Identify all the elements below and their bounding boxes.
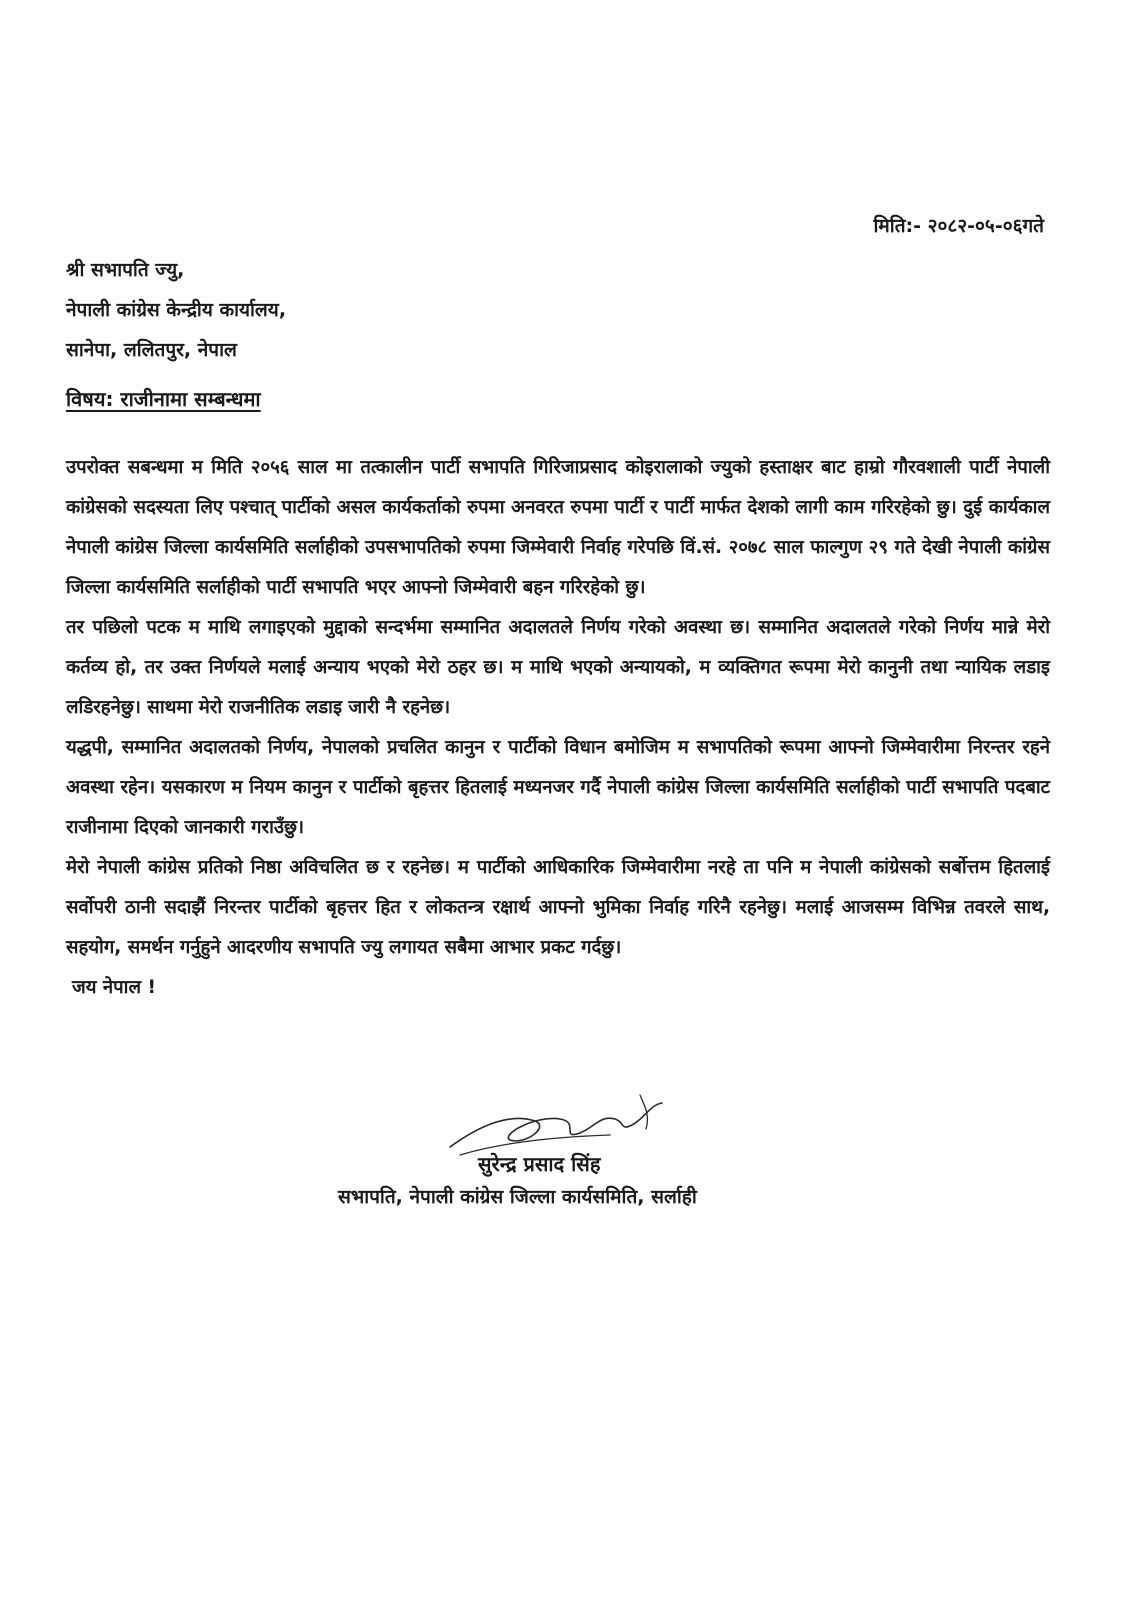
body-paragraph: यद्धपी, सम्मानित अदालतको निर्णय, नेपालको प्रचलित कानुन र पार्टीको विधान बमोजिम म सभापतिको रूपमा आफ्नो जिम्मेवारीमा निरन्तर रहने अवस्था रहेन। यसकारण म नियम कानुन र पार्टीको बृहत्तर हितलाई मध्यनजर गर्दै नेपाली कांग्रेस जिल्ला कार्यसमिति सर्लाहीको पार्टी सभापति पदबाट राजीनामा दिएको जानकारी गराउँछु। — [66, 737, 1050, 838]
letter-subject: विषय: राजीनामा सम्बन्धमा — [66, 387, 261, 411]
signer-name: सुरेन्द्र प्रसाद सिंह — [478, 1152, 601, 1176]
signer-title: सभापति, नेपाली कांग्रेस जिल्ला कार्यसमिति, सर्लाही — [338, 1186, 697, 1208]
body-paragraph: मेरो नेपाली कांग्रेस प्रतिको निष्ठा अविचलित छ र रहनेछ। म पार्टीको आधिकारिक जिम्मेवारीमा नरहे ता पनि म नेपाली कांग्रेसको सर्बोत्तम हितलाई सर्वोपरी ठानी सदाझैं निरन्तर पार्टीको बृहत्तर हित र लोकतन्त्र रक्षार्थ आफ्नो भुमिका निर्वाह गरिनै रहनेछु। मलाई आजसम्म विभिन्न तवरले साथ, सहयोग, समर्थन गर्नुहुने आदरणीय सभापति ज्यु लगायत सबैमा आभार प्रकट गर्दछु। — [66, 857, 1050, 958]
body-paragraph: तर पछिलो पटक म माथि लगाइएको मुद्दाको सन्दर्भमा सम्मानित अदालतले निर्णय गरेको अवस्था छ। सम्मानित अदालतले गरेको निर्णय मान्ने मेरो कर्तव्य हो, तर उक्त निर्णयले मलाई अन्याय भएको मेरो ठहर छ। म माथि भएको अन्यायको, म व्यक्तिगत रूपमा मेरो कानुनी तथा न्यायिक लडाइ लडिरहनेछु। साथमा मेरो राजनीतिक लडाइ जारी नै रहनेछ। — [66, 617, 1050, 718]
body-paragraph: उपरोक्त सबन्धमा म मिति २०५६ साल मा तत्कालीन पार्टी सभापति गिरिजाप्रसाद कोइरालाको ज्युको हस्ताक्षर बाट हाम्रो गौरवशाली पार्टी नेपाली कांग्रेसको सदस्यता लिए पश्चात् पार्टीको असल कार्यकर्ताको रुपमा अनवरत रुपमा पार्टी र पार्टी मार्फत देशको लागी काम गरिरहेको छु। दुई कार्यकाल नेपाली कांग्रेस जिल्ला कार्यसमिति सर्लाहीको उपसभापतिको रुपमा जिम्मेवारी निर्वाह गरेपछि विं.सं. २०७८ साल फाल्गुण २९ गते देखी नेपाली कांग्रेस जिल्ला कार्यसमिति सर्लाहीको पार्टी सभापति भएर आफ्नो जिम्मेवारी बहन गरिरहेको छु। — [66, 457, 1050, 598]
recipient-address — [66, 250, 286, 370]
address-line: श्री सभापति ज्यु, — [66, 259, 185, 281]
closing-salutation: जय नेपाल ! — [72, 977, 156, 998]
address-line: सानेपा, ललितपुर, नेपाल — [66, 339, 237, 361]
letter-date: मिति:- २०८२-०५-०६गते — [873, 215, 1044, 237]
letter-body — [66, 448, 1050, 1008]
address-line: नेपाली कांग्रेस केन्द्रीय कार्यालय, — [66, 299, 287, 321]
